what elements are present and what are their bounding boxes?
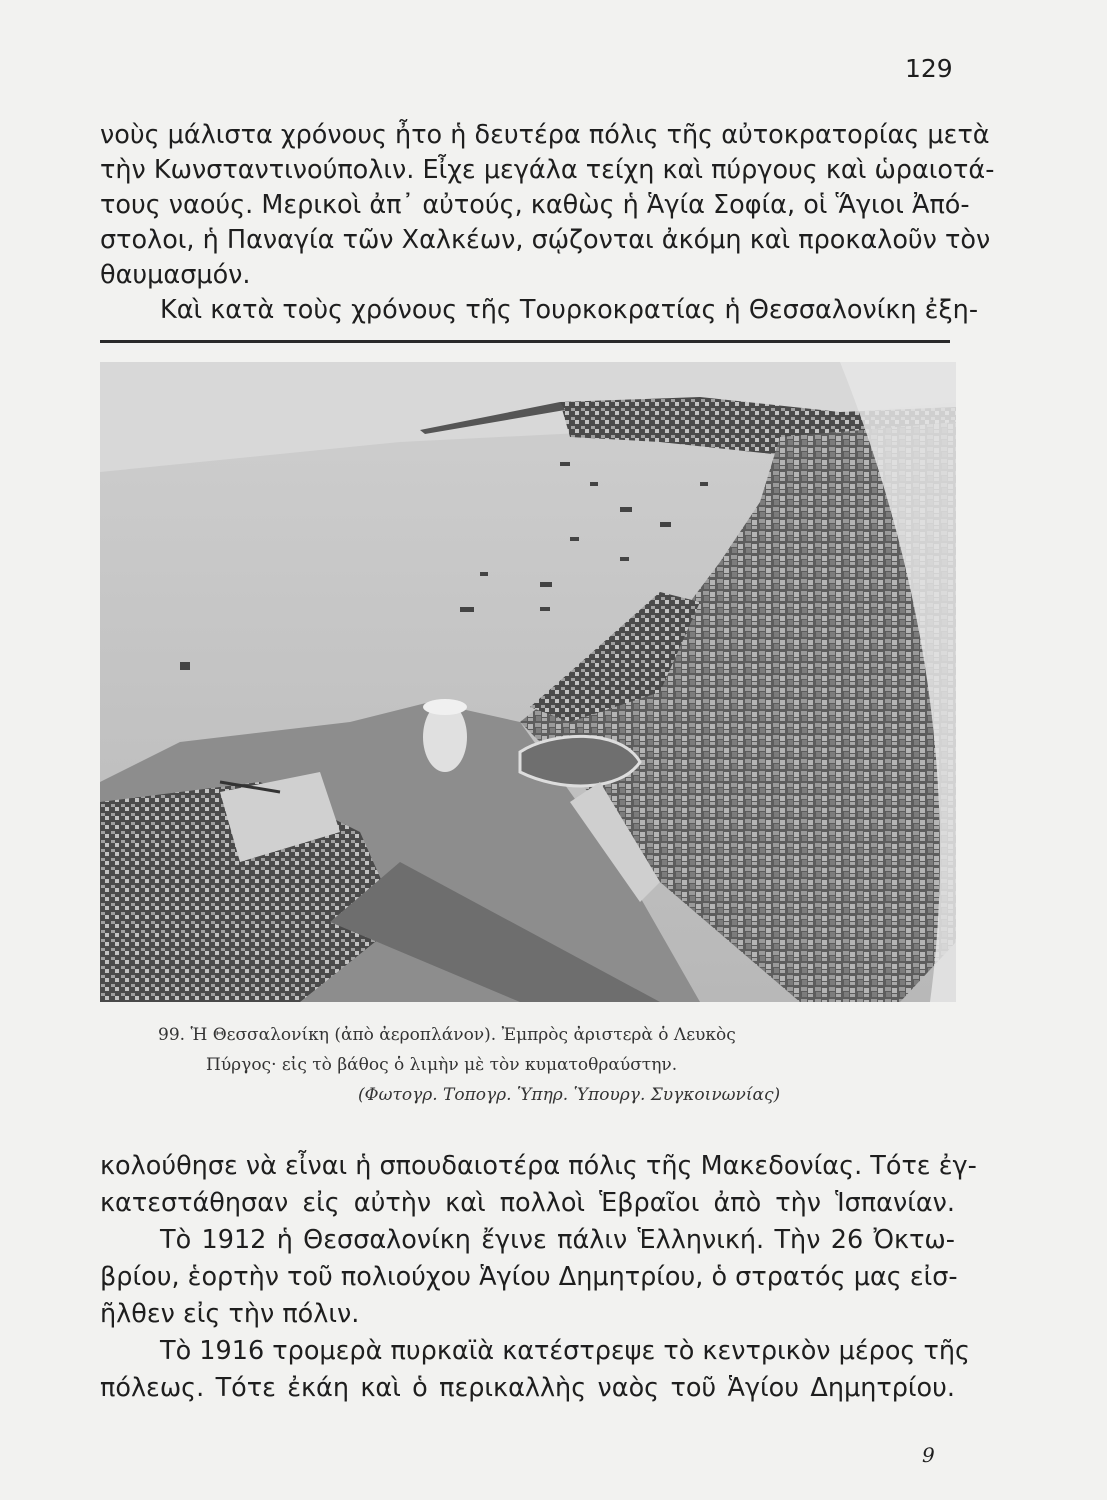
text-line: βρίου, ἑορτὴν τοῦ πολιούχου Ἁγίου Δημητρίου, ὁ στρατός μας εἰσ- [100,1262,958,1292]
text-line: νοὺς μάλιστα χρόνους ἦτο ἡ δευτέρα πόλις τῆς αὐτοκρατορίας μετὰ [100,120,990,150]
caption-line: Πύργος· εἰς τὸ βάθος ὁ λιμὴν μὲ τὸν κυματοθραύστην. [206,1055,678,1075]
top-paragraph [100,118,995,328]
caption-line: 99. Ἡ Θεσσαλονίκη (ἀπὸ ἀεροπλάνον). Ἐμπρὸς ἀριστερὰ ὁ Λευκὸς [158,1025,736,1045]
text-line: στολοι, ἡ Παναγία τῶν Χαλκέων, σῴζονται ἀκόμη καὶ προκαλοῦν τὸν [100,225,991,255]
text-line-continued: Καὶ κατὰ τοὺς χρόνους τῆς Τουρκοκρατίας ἡ Θεσσαλονίκη ἐξη- [160,295,979,325]
text-line: θαυμασμόν. [100,260,251,290]
divider-rule [100,340,950,343]
page-number: 129 [905,54,953,83]
text-line: κατεστάθησαν εἰς αὐτὴν καὶ πολλοὶ Ἑβραῖοι ἀπὸ τὴν Ἱσπανίαν. [100,1188,955,1218]
text-line: Τὸ 1912 ἡ Θεσσαλονίκη ἔγινε πάλιν Ἑλληνική. Τὴν 26 Ὀκτω- [160,1225,955,1255]
text-line: κολούθησε νὰ εἶναι ἡ σπουδαιοτέρα πόλις τῆς Μακεδονίας. Τότε ἐγ- [100,1151,977,1181]
aerial-photo-thessaloniki [100,362,956,1002]
signature-mark: 9 [922,1443,935,1467]
photo-credit: (Φωτογρ. Τοπογρ. Ὑπηρ. Ὑπουργ. Συγκοινωνίας) [358,1085,781,1105]
aerial-photo-illustration [100,362,956,1002]
text-line: Τὸ 1916 τρομερὰ πυρκαϊὰ κατέστρεψε τὸ κεντρικὸν μέρος τῆς [160,1336,970,1366]
text-line: τους ναούς. Μερικοὶ ἀπ᾿ αὐτούς, καθὼς ἡ Ἁγία Σοφία, οἱ Ἅγιοι Ἀπό- [100,190,970,220]
text-line: πόλεως. Τότε ἐκάη καὶ ὁ περικαλλὴς ναὸς τοῦ Ἁγίου Δημητρίου. [100,1373,955,1403]
figure-caption [158,1020,918,1110]
bottom-paragraph [100,1148,977,1407]
text-line: ῆλθεν εἰς τὴν πόλιν. [100,1299,360,1329]
text-line: τὴν Κωνσταντινούπολιν. Εἶχε μεγάλα τείχη καὶ πύργους καὶ ὡραιοτά- [100,155,995,185]
